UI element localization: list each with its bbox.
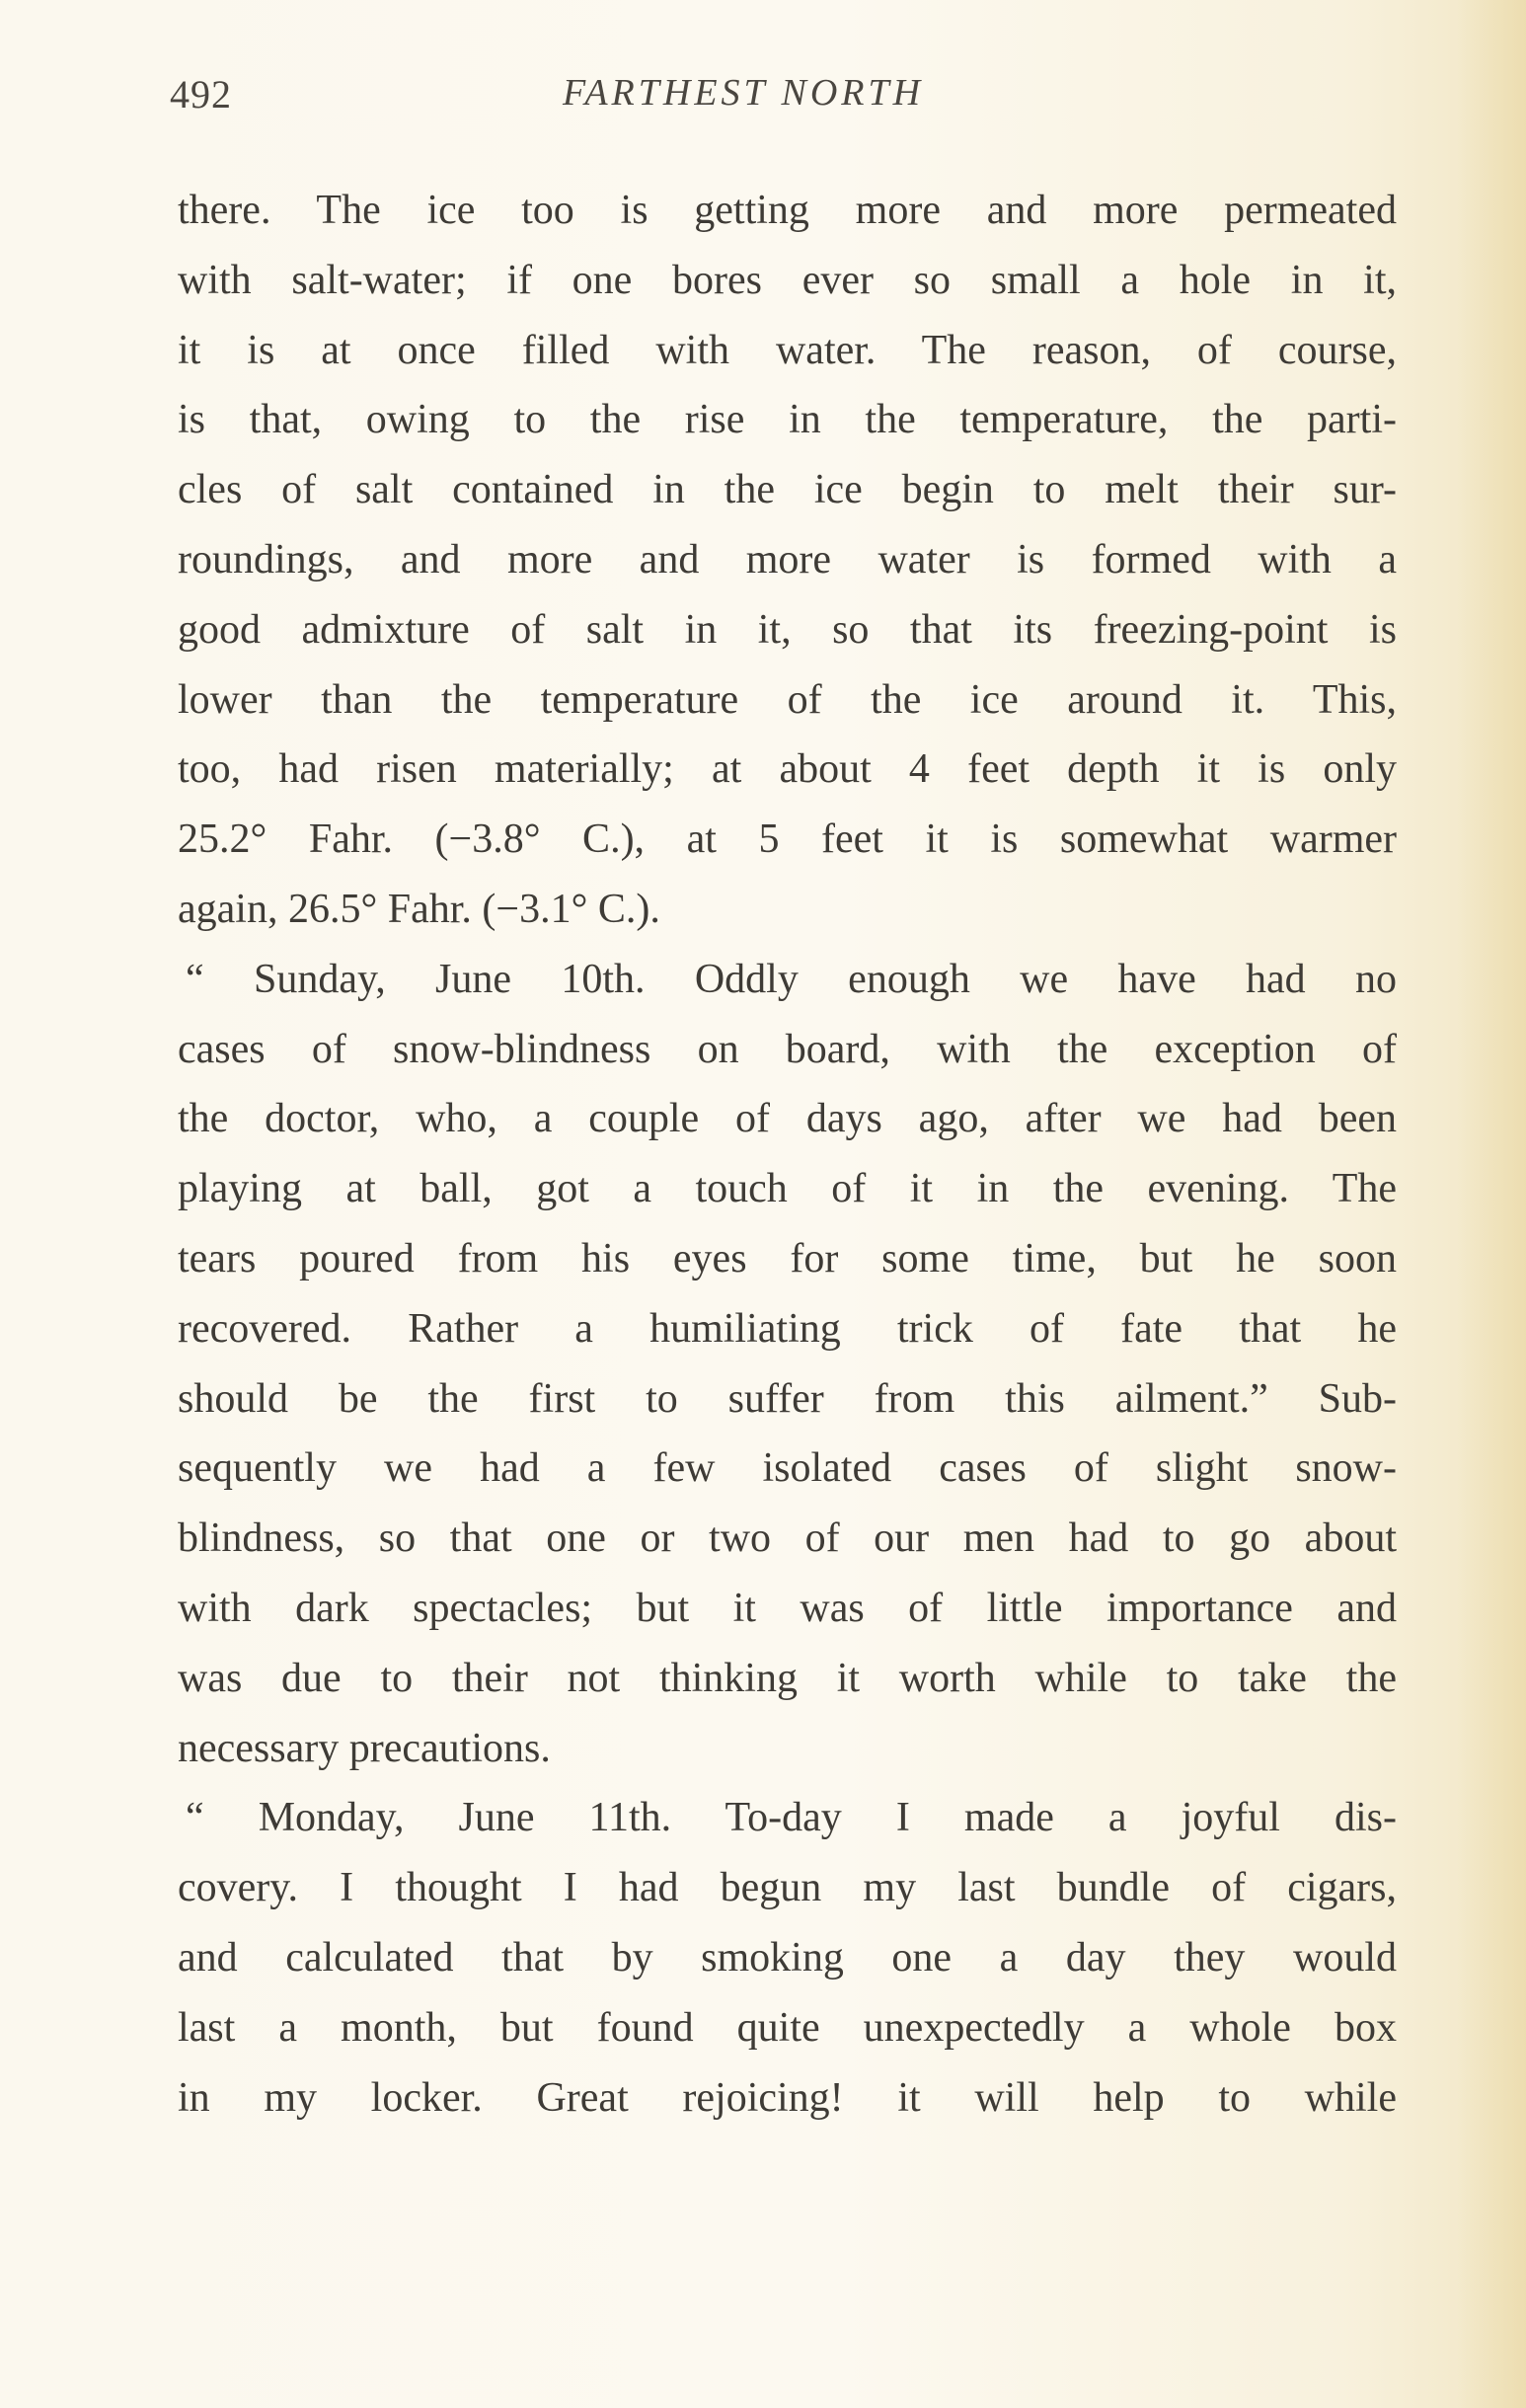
text-line: in my locker. Great rejoicing! it will help to while xyxy=(178,2074,1397,2121)
page-edge-shading xyxy=(1457,0,1526,2408)
text-line: cles of salt contained in the ice begin to melt their sur- xyxy=(178,467,1397,513)
text-line: 25.2° Fahr. (−3.8° C.), at 5 feet it is somewhat warmer xyxy=(178,816,1397,863)
text-line: covery. I thought I had begun my last bundle of cigars, xyxy=(178,1865,1397,1911)
text-line: again, 26.5° Fahr. (−3.1° C.). xyxy=(178,886,660,932)
text-line: too, had risen materially; at about 4 feet depth it is only xyxy=(178,746,1397,793)
text-line: should be the first to suffer from this ailment.” Sub- xyxy=(178,1375,1397,1422)
text-line: blindness, so that one or two of our men had to go about xyxy=(178,1515,1397,1562)
text-line: tears poured from his eyes for some time, but he soon xyxy=(178,1235,1397,1282)
running-title: FARTHEST NORTH xyxy=(563,72,925,114)
text-line: “ Sunday, June 10th. Oddly enough we have had no xyxy=(186,956,1397,1002)
page-number: 492 xyxy=(170,72,232,117)
text-line: with dark spectacles; but it was of little importance and xyxy=(178,1585,1397,1631)
text-line: roundings, and more and more water is formed with a xyxy=(178,536,1397,583)
text-line: good admixture of salt in it, so that its freezing-point is xyxy=(178,606,1397,653)
text-line: with salt-water; if one bores ever so small a hole in it, xyxy=(178,257,1397,303)
body-text xyxy=(178,176,1397,2133)
text-line: “ Monday, June 11th. To-day I made a joyful dis- xyxy=(186,1795,1397,1841)
text-line: the doctor, who, a couple of days ago, after we had been xyxy=(178,1096,1397,1142)
text-line: sequently we had a few isolated cases of slight snow- xyxy=(178,1445,1397,1492)
text-line: cases of snow-blindness on board, with the exception of xyxy=(178,1026,1397,1072)
text-line: is that, owing to the rise in the temperature, the parti- xyxy=(178,397,1397,443)
text-line: lower than the temperature of the ice around it. This, xyxy=(178,676,1397,723)
text-line: was due to their not thinking it worth while to take the xyxy=(178,1655,1397,1701)
text-line: and calculated that by smoking one a day they would xyxy=(178,1934,1397,1981)
text-line: it is at once filled with water. The reason, of course, xyxy=(178,327,1397,373)
text-line: there. The ice too is getting more and more permeated xyxy=(178,188,1397,233)
running-head xyxy=(170,71,1404,130)
text-line: recovered. Rather a humiliating trick of fate that he xyxy=(178,1305,1397,1352)
text-line: last a month, but found quite unexpectedly a whole box xyxy=(178,2004,1397,2051)
text-line: necessary precautions. xyxy=(178,1725,551,1771)
text-line: playing at ball, got a touch of it in the evening. The xyxy=(178,1166,1397,1212)
